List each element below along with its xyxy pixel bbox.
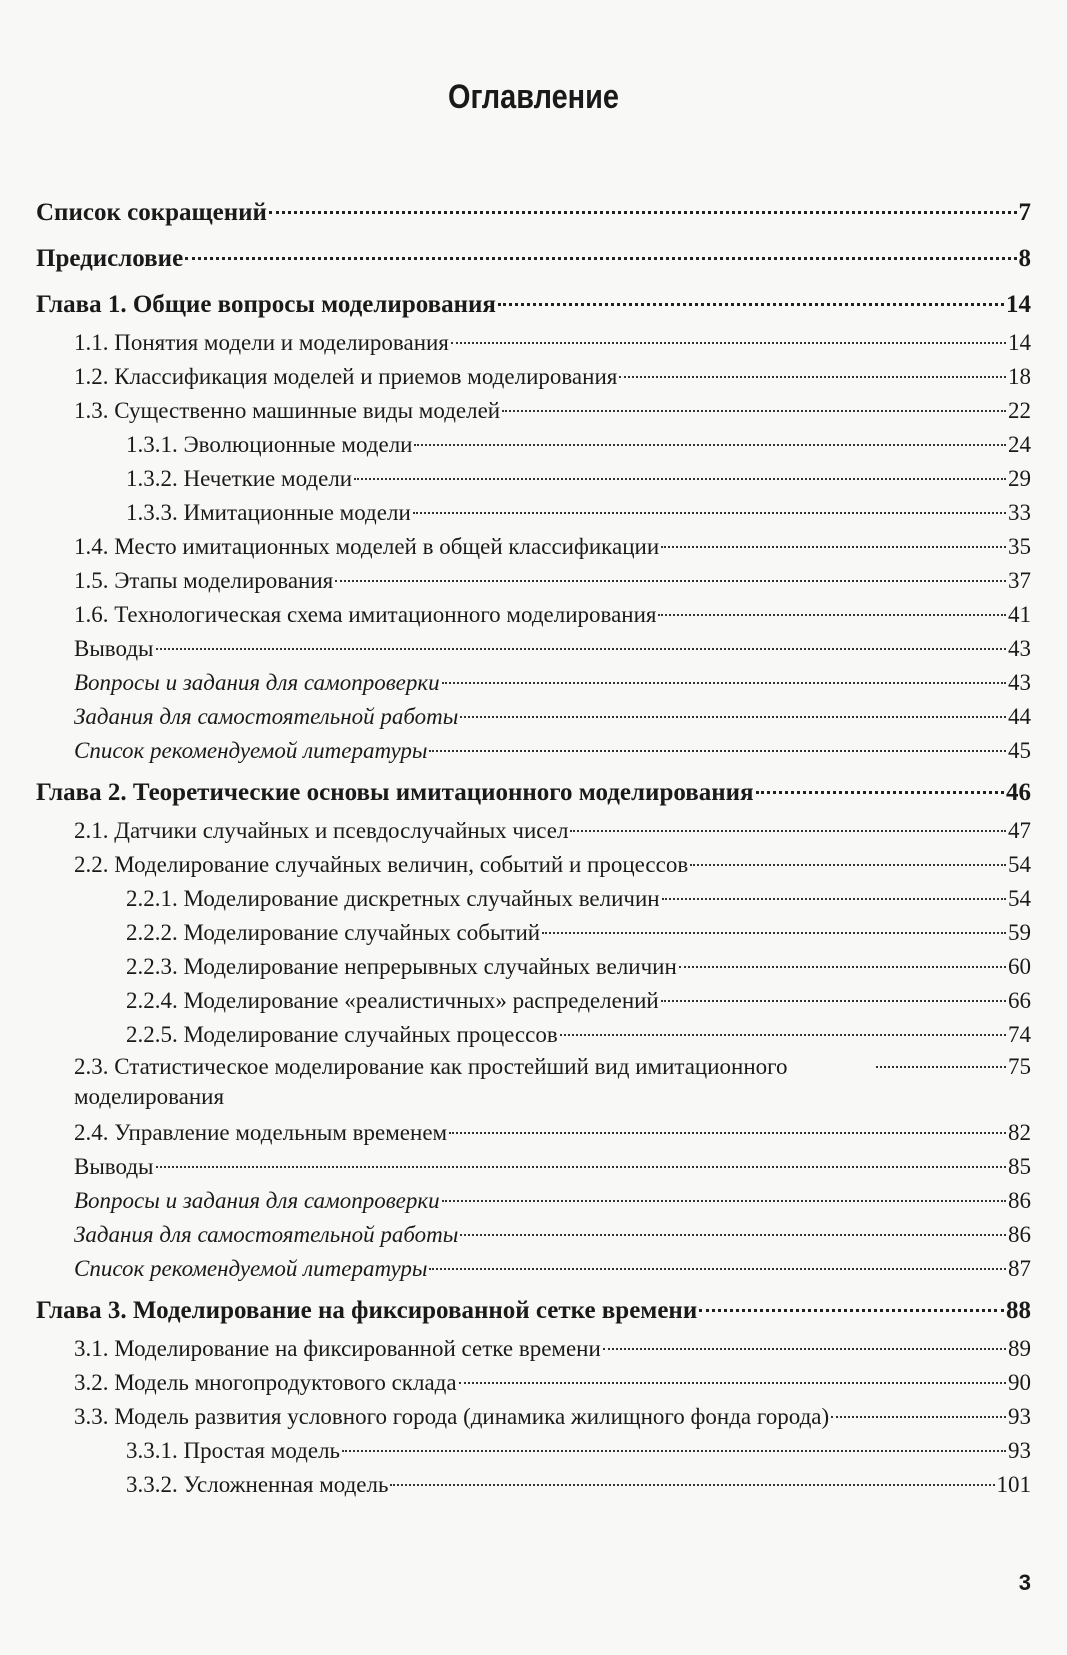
toc-entry-page: 47 [1008,818,1031,843]
toc-leader-dots [542,932,1006,934]
toc-entry [36,1150,1031,1184]
toc-entry-title: Глава 1. Общие вопросы моделирования [36,291,496,318]
toc-entry [36,394,1031,428]
toc-entry [36,1366,1031,1400]
toc-entry [36,496,1031,530]
table-of-contents [36,188,1031,1502]
toc-entry-title: 2.4. Управление модельным временем [74,1120,448,1145]
toc-leader-dots [185,257,1016,260]
page-title: Оглавление [448,78,619,116]
toc-leader-dots [690,864,1006,866]
toc-entry-title: Выводы [74,1154,154,1179]
toc-entry-page: 87 [1008,1256,1031,1281]
toc-leader-dots [661,1000,1006,1002]
toc-leader-dots [460,716,1006,718]
toc-entry-page: 93 [1008,1438,1031,1463]
toc-leader-dots [156,1166,1007,1168]
toc-entry-title: 3.1. Моделирование на фиксированной сетке времени [74,1336,601,1361]
toc-entry [36,734,1031,768]
toc-entry-page: 89 [1008,1336,1031,1361]
toc-leader-dots [570,830,1006,832]
toc-entry [36,882,1031,916]
toc-leader-dots [156,648,1007,650]
toc-entry-title: Список сокращений [36,199,267,226]
toc-entry [36,564,1031,598]
toc-entry-page: 59 [1008,920,1031,945]
toc-entry-page: 43 [1008,670,1031,695]
toc-entry-page: 45 [1008,738,1031,763]
toc-entry-page: 88 [1006,1297,1031,1324]
toc-leader-dots [502,410,1006,412]
toc-entry-title: 1.3. Существенно машинные виды моделей [74,398,501,423]
toc-entry-title: 1.3.1. Эволюционные модели [126,432,413,457]
toc-entry-page: 86 [1008,1222,1031,1247]
toc-entry [36,326,1031,360]
toc-entry-page: 60 [1008,954,1031,979]
toc-entry-title: 1.2. Классификация моделей и приемов моделирования [74,364,618,389]
toc-entry-title: Задания для самостоятельной работы [74,1222,459,1247]
toc-entry-page: 24 [1008,432,1031,457]
toc-entry-title: Глава 3. Моделирование на фиксированной сетке времени [36,1297,698,1324]
toc-leader-dots [429,1268,1006,1270]
toc-leader-dots [498,303,1004,306]
toc-entry [36,814,1031,848]
toc-entry [36,632,1031,666]
toc-entry [36,916,1031,950]
toc-entry [36,1332,1031,1366]
toc-entry-page: 18 [1008,364,1031,389]
toc-leader-dots [449,1132,1006,1134]
toc-entry [36,360,1031,394]
toc-entry [36,1218,1031,1252]
toc-leader-dots [269,211,1017,214]
toc-entry [36,1252,1031,1286]
toc-leader-dots [459,1382,1006,1384]
toc-entry [36,1290,1031,1332]
toc-leader-dots [354,478,1006,480]
toc-entry-page: 54 [1008,886,1031,911]
toc-entry-title: 1.3.3. Имитационные модели [126,500,411,525]
toc-entry-page: 7 [1018,199,1031,226]
toc-entry [36,700,1031,734]
toc-entry-title: Выводы [74,636,154,661]
toc-entry-title: 1.4. Место имитационных моделей в общей классификации [74,534,660,559]
toc-entry-page: 43 [1008,636,1031,661]
toc-entry-title: 1.6. Технологическая схема имитационного моделирования [74,602,657,627]
toc-entry-page: 54 [1008,852,1031,877]
toc-entry-title: Глава 2. Теоретические основы имитационного моделирования [36,779,754,806]
toc-entry [36,1184,1031,1218]
toc-leader-dots [658,614,1006,616]
toc-entry-page: 37 [1008,568,1031,593]
toc-entry [36,1018,1031,1052]
toc-entry [36,598,1031,632]
toc-entry-title: 2.2. Моделирование случайных величин, событий и процессов [74,852,689,877]
toc-entry [36,462,1031,496]
toc-entry-title: 3.2. Модель многопродуктового склада [74,1370,457,1395]
toc-leader-dots [756,791,1004,794]
toc-entry-page: 82 [1008,1120,1031,1145]
toc-entry-page: 8 [1018,245,1031,272]
toc-entry-page: 14 [1008,330,1031,355]
toc-entry-page: 101 [996,1472,1031,1497]
toc-entry-title: Задания для самостоятельной работы [74,704,459,729]
toc-entry-title: 2.2.2. Моделирование случайных событий [126,920,541,945]
toc-entry-title: 2.1. Датчики случайных и псевдослучайных чисел [74,818,569,843]
toc-entry-title: 3.3.1. Простая модель [126,1438,341,1463]
toc-entry [36,1468,1031,1502]
toc-entry-title: 2.2.5. Моделирование случайных процессов [126,1022,558,1047]
toc-leader-dots [335,580,1006,582]
toc-entry [36,1116,1031,1150]
toc-entry-title: Вопросы и задания для самопроверки [74,670,440,695]
toc-entry [36,238,1031,280]
toc-entry-page: 66 [1008,988,1031,1013]
toc-leader-dots [460,1234,1006,1236]
toc-entry-title: 3.3. Модель развития условного города (динамика жилищного фонда города) [74,1404,830,1429]
toc-entry-page: 22 [1008,398,1031,423]
toc-entry-title: 2.2.3. Моделирование непрерывных случайных величин [126,954,677,979]
toc-entry [36,772,1031,814]
toc-entry-page: 86 [1008,1188,1031,1213]
toc-entry [36,192,1031,234]
toc-entry-page: 41 [1008,602,1031,627]
toc-entry-title: 1.5. Этапы моделирования [74,568,334,593]
toc-entry-page: 90 [1008,1370,1031,1395]
toc-entry-title: Список рекомендуемой литературы [74,738,428,763]
toc-entry-title: 2.2.1. Моделирование дискретных случайных величин [126,886,660,911]
toc-entry-title: 3.3.2. Усложненная модель [126,1472,389,1497]
toc-entry [36,428,1031,462]
toc-leader-dots [390,1484,994,1486]
toc-leader-dots [442,682,1006,684]
toc-leader-dots [342,1450,1006,1452]
toc-entry-page: 33 [1008,500,1031,525]
toc-leader-dots [661,546,1006,548]
toc-entry [36,1052,1031,1116]
toc-leader-dots [662,898,1006,900]
toc-entry-page: 29 [1008,466,1031,491]
toc-entry [36,666,1031,700]
toc-leader-dots [679,966,1006,968]
toc-leader-dots [414,444,1006,446]
toc-entry-page: 35 [1008,534,1031,559]
toc-leader-dots [560,1034,1006,1036]
toc-entry-title: 2.2.4. Моделирование «реалистичных» распределений [126,988,659,1013]
page-number: 3 [1018,1570,1031,1595]
toc-entry-title: 1.3.2. Нечеткие модели [126,466,353,491]
toc-entry-title: Вопросы и задания для самопроверки [74,1188,440,1213]
toc-entry [36,530,1031,564]
toc-leader-dots [876,1066,1006,1068]
toc-entry-title: 2.3. Статистическое моделирование как простейший вид имитационного моделирования [74,1054,788,1109]
toc-entry-page: 75 [1008,1054,1031,1079]
toc-entry-title: Список рекомендуемой литературы [74,1256,428,1281]
toc-leader-dots [413,512,1006,514]
toc-entry-page: 44 [1008,704,1031,729]
toc-entry-page: 74 [1008,1022,1031,1047]
toc-entry [36,1434,1031,1468]
toc-entry-page: 93 [1008,1404,1031,1429]
toc-leader-dots [603,1348,1006,1350]
toc-entry [36,848,1031,882]
toc-entry-title: 1.1. Понятия модели и моделирования [74,330,449,355]
toc-leader-dots [831,1416,1006,1418]
toc-leader-dots [451,342,1006,344]
toc-leader-dots [619,376,1006,378]
toc-leader-dots [442,1200,1006,1202]
toc-entry-title: Предисловие [36,245,184,272]
toc-entry [36,1400,1031,1434]
toc-entry-page: 85 [1008,1154,1031,1179]
toc-entry [36,984,1031,1018]
toc-entry-page: 14 [1006,291,1031,318]
toc-leader-dots [429,750,1006,752]
toc-entry-page: 46 [1006,779,1031,806]
toc-entry [36,284,1031,326]
toc-leader-dots [699,1309,1004,1312]
toc-entry [36,950,1031,984]
